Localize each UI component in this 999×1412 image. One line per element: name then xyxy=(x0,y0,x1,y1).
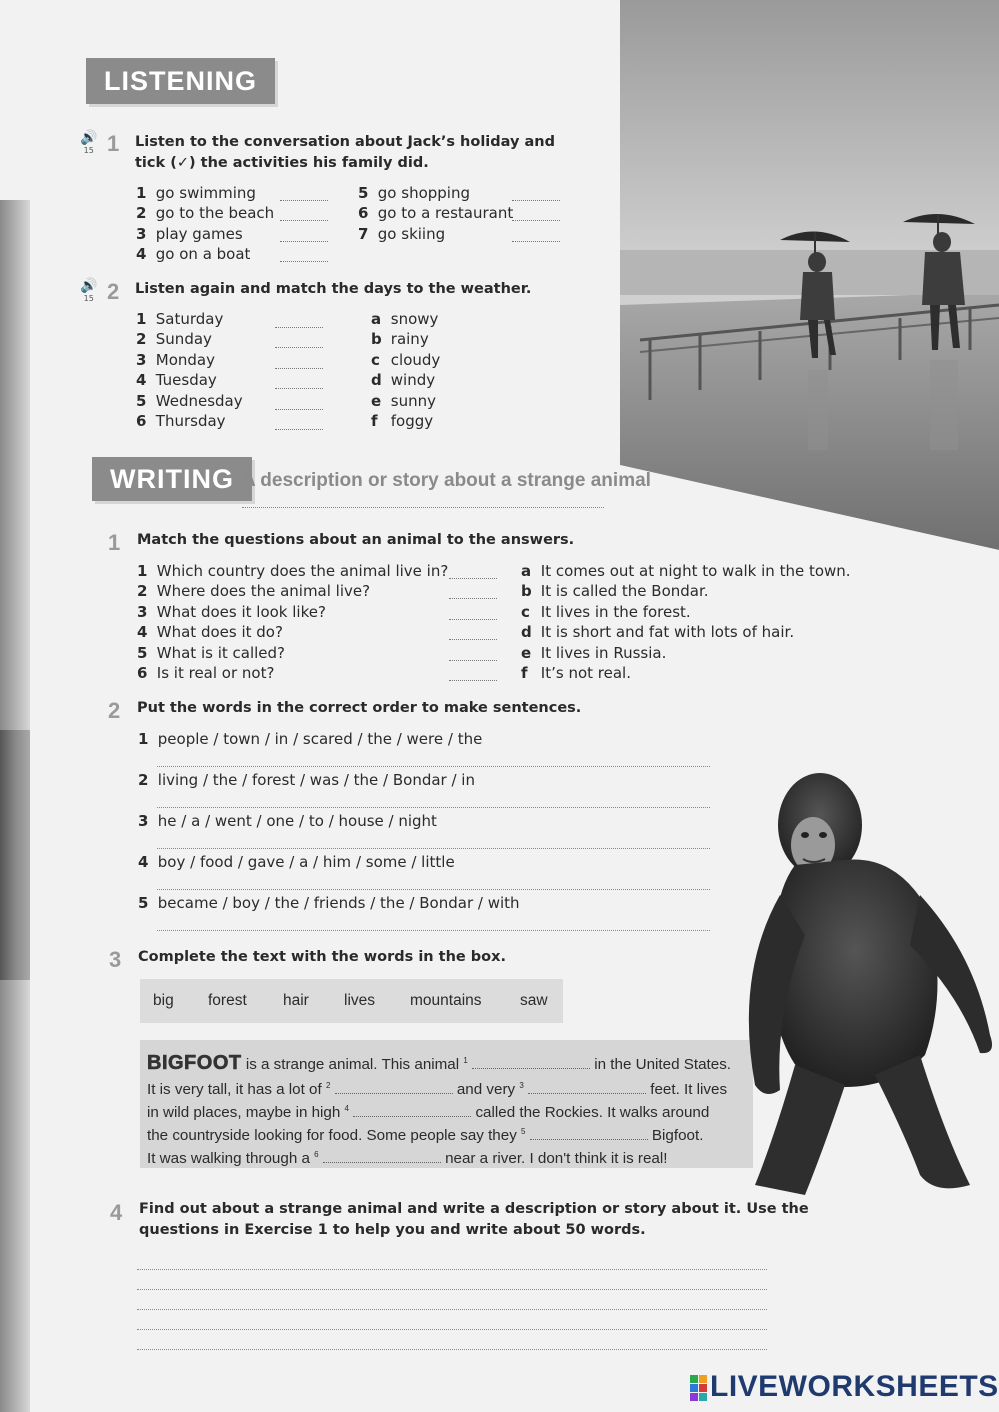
item-number: 1 xyxy=(138,730,149,748)
list-item xyxy=(358,224,513,244)
word-box-word: mountains xyxy=(410,992,482,1009)
item-text: windy xyxy=(390,371,436,390)
word-box-word: saw xyxy=(520,992,548,1009)
list-item xyxy=(371,350,440,370)
item-letter: c xyxy=(521,602,530,621)
item-number: 4 xyxy=(136,371,147,390)
exercise-number: 1 xyxy=(108,530,121,555)
audio-icon[interactable]: 🔊 15 xyxy=(80,278,98,303)
item-text: go to a restaurant xyxy=(377,204,514,223)
question-list xyxy=(137,561,448,683)
writing-banner: WRITING xyxy=(92,457,252,501)
text-line xyxy=(147,1049,731,1076)
list-item xyxy=(136,309,243,329)
item-letter: e xyxy=(521,643,532,662)
item-number: 7 xyxy=(358,224,369,243)
list-item xyxy=(521,622,851,642)
item-text: go skiing xyxy=(377,224,446,243)
list-item xyxy=(371,329,440,349)
item-number: 2 xyxy=(137,582,148,601)
exercise-number: 4 xyxy=(110,1200,123,1225)
answer-blank[interactable] xyxy=(449,659,497,661)
text-fragment: called the Rockies. It walks around xyxy=(471,1104,710,1122)
exercise-number: 2 xyxy=(107,279,120,304)
list-item xyxy=(358,203,513,223)
text-fragment: Bigfoot. xyxy=(647,1127,704,1145)
list-item xyxy=(137,581,448,601)
item-text: Tuesday xyxy=(155,371,217,390)
text-fragment: near a river. I don't think it is real! xyxy=(440,1150,668,1168)
word-box-word: hair xyxy=(283,992,309,1009)
item-number: 2 xyxy=(138,771,149,789)
answer-blank[interactable] xyxy=(280,260,328,262)
list-item xyxy=(136,391,243,411)
list-item xyxy=(137,643,448,663)
answer-blank[interactable] xyxy=(512,219,560,221)
answer-list xyxy=(521,561,851,683)
answer-blank[interactable] xyxy=(275,387,323,389)
sentence-item xyxy=(138,893,520,913)
list-item xyxy=(371,309,440,329)
item-number: 3 xyxy=(137,602,148,621)
item-number: 6 xyxy=(358,204,369,223)
answer-blank[interactable] xyxy=(275,367,323,369)
text-fragment: is a strange animal. This animal xyxy=(241,1056,464,1074)
list-item xyxy=(137,561,448,581)
item-number: 5 xyxy=(137,643,148,662)
item-text: go on a boat xyxy=(155,245,251,264)
item-number: 1 xyxy=(137,562,148,580)
instruction-line: questions in Exercise 1 to help you and write about 50 words. xyxy=(139,1222,646,1238)
item-letter: d xyxy=(521,623,532,642)
list-item xyxy=(371,411,440,431)
list-item xyxy=(137,602,448,622)
item-text: sunny xyxy=(390,391,436,410)
item-text: people / town / in / scared / the / were / the xyxy=(157,730,483,748)
list-item xyxy=(137,663,448,683)
gap-number: 4 xyxy=(344,1104,349,1113)
liveworksheets-icon xyxy=(690,1375,708,1401)
list-item xyxy=(371,391,440,411)
answer-blank[interactable] xyxy=(275,408,323,410)
audio-icon[interactable]: 🔊 15 xyxy=(80,130,98,155)
list-item xyxy=(136,224,274,244)
list-item xyxy=(521,561,851,581)
item-text: Which country does the animal live in? xyxy=(156,562,449,580)
item-letter: a xyxy=(371,310,382,328)
item-number: 4 xyxy=(137,623,148,642)
item-text: cloudy xyxy=(390,350,441,369)
item-text: Thursday xyxy=(155,412,226,431)
list-item xyxy=(136,411,243,431)
list-item xyxy=(136,329,243,349)
gap-number: 5 xyxy=(521,1127,526,1136)
answer-line[interactable] xyxy=(157,847,710,849)
writing-line[interactable] xyxy=(137,1348,767,1350)
answer-blank[interactable] xyxy=(275,428,323,430)
item-text: snowy xyxy=(390,310,439,328)
answer-blank[interactable] xyxy=(275,346,323,348)
text-fragment: feet. It lives xyxy=(646,1081,728,1099)
sentence-item xyxy=(138,852,455,872)
page-edge-strip-dark xyxy=(0,730,30,980)
list-item xyxy=(136,350,243,370)
liveworksheets-logo[interactable] xyxy=(690,1370,999,1404)
item-text: What does it do? xyxy=(156,623,283,642)
item-text: play games xyxy=(155,224,243,243)
text-fragment: and very xyxy=(452,1081,520,1099)
item-text: foggy xyxy=(390,412,434,431)
text-fragment: the countryside looking for food. Some people say they xyxy=(147,1127,522,1145)
gap-blank[interactable] xyxy=(528,1079,646,1094)
answer-line[interactable] xyxy=(157,888,710,890)
sentence-item xyxy=(138,811,437,831)
list-item xyxy=(521,602,851,622)
list-item xyxy=(136,203,274,223)
text-line xyxy=(147,1143,667,1170)
answer-blank[interactable] xyxy=(280,199,328,201)
item-text: What does it look like? xyxy=(156,602,326,621)
writing-subtitle: A description or story about a strange animal xyxy=(242,470,651,491)
answer-blank[interactable] xyxy=(512,199,560,201)
sentence-item xyxy=(138,729,482,749)
item-number: 1 xyxy=(136,184,147,202)
exercise-instruction: Put the words in the correct order to make sentences. xyxy=(137,700,582,716)
instruction-line: Listen to the conversation about Jack’s holiday and xyxy=(135,134,555,150)
word-box-word: lives xyxy=(344,992,376,1009)
answer-blank[interactable] xyxy=(512,240,560,242)
exercise-instruction: Match the questions about an animal to the answers. xyxy=(137,532,575,548)
item-text: became / boy / the / friends / the / Bondar / with xyxy=(157,894,520,912)
weather-list xyxy=(371,309,440,431)
activity-list-right xyxy=(358,183,513,244)
list-item xyxy=(136,370,243,390)
item-number: 4 xyxy=(136,245,147,264)
item-letter: c xyxy=(371,350,380,369)
gap-blank[interactable] xyxy=(323,1148,441,1163)
answer-blank[interactable] xyxy=(280,219,328,221)
days-list xyxy=(136,309,243,431)
sentence-item xyxy=(138,770,475,790)
list-item xyxy=(136,183,274,203)
list-item xyxy=(137,622,448,642)
item-letter: b xyxy=(521,582,532,601)
subtitle-rule xyxy=(242,506,604,508)
gap-blank[interactable] xyxy=(530,1125,648,1140)
item-number: 5 xyxy=(138,894,149,912)
listening-banner: LISTENING xyxy=(86,58,275,104)
audio-track-number: 15 xyxy=(83,146,94,155)
item-text: It is short and fat with lots of hair. xyxy=(540,623,795,642)
answer-blank[interactable] xyxy=(449,597,497,599)
answer-line[interactable] xyxy=(157,806,710,808)
item-text: It is called the Bondar. xyxy=(540,582,709,601)
item-number: 2 xyxy=(136,204,147,223)
item-text: It lives in Russia. xyxy=(540,643,667,662)
gap-number: 3 xyxy=(519,1081,524,1090)
instruction-line: tick (✓) the activities his family did. xyxy=(135,155,429,171)
gap-blank[interactable] xyxy=(353,1102,471,1117)
item-number: 4 xyxy=(138,853,149,871)
text-fragment: It was walking through a xyxy=(147,1150,315,1168)
item-letter: d xyxy=(371,371,382,390)
exercise-instruction xyxy=(135,132,555,174)
item-letter: f xyxy=(371,412,378,431)
list-item xyxy=(521,663,851,683)
activity-list-left xyxy=(136,183,274,265)
item-text: It lives in the forest. xyxy=(540,602,691,621)
list-item xyxy=(521,581,851,601)
answer-line[interactable] xyxy=(157,765,710,767)
item-number: 3 xyxy=(136,350,147,369)
item-letter: f xyxy=(521,664,528,683)
text-fragment: in the United States. xyxy=(590,1056,732,1074)
item-number: 1 xyxy=(136,310,147,328)
item-letter: b xyxy=(371,330,382,349)
item-text: Sunday xyxy=(155,330,212,349)
answer-blank[interactable] xyxy=(280,240,328,242)
item-text: boy / food / gave / a / him / some / little xyxy=(157,853,455,871)
item-text: living / the / forest / was / the / Bondar / in xyxy=(157,771,475,789)
exercise-number: 3 xyxy=(109,947,122,972)
writing-line[interactable] xyxy=(137,1268,767,1270)
list-item xyxy=(136,244,274,264)
writing-line[interactable] xyxy=(137,1288,767,1290)
item-text: go shopping xyxy=(377,184,470,202)
item-text: What is it called? xyxy=(156,643,286,662)
item-number: 5 xyxy=(358,184,369,202)
gap-number: 2 xyxy=(325,1081,331,1090)
item-text: go to the beach xyxy=(155,204,275,223)
word-box-word: forest xyxy=(208,992,247,1009)
bigfoot-title: BIGFOOT xyxy=(147,1052,242,1075)
answer-blank[interactable] xyxy=(449,679,497,681)
item-number: 3 xyxy=(138,812,149,830)
item-number: 3 xyxy=(136,224,147,243)
item-text: Where does the animal live? xyxy=(156,582,371,601)
instruction-line: Find out about a strange animal and write a description or story about it. Use the xyxy=(139,1201,809,1217)
item-letter: e xyxy=(371,391,382,410)
writing-line[interactable] xyxy=(137,1308,767,1310)
item-text: Wednesday xyxy=(155,391,243,410)
answer-blank[interactable] xyxy=(275,326,323,328)
answer-blank[interactable] xyxy=(449,618,497,620)
answer-blank[interactable] xyxy=(449,577,497,579)
exercise-instruction: Listen again and match the days to the weather. xyxy=(135,281,532,297)
gap-number: 6 xyxy=(314,1150,319,1159)
text-fragment: in wild places, maybe in high xyxy=(147,1104,345,1122)
list-item xyxy=(358,183,513,203)
gap-blank[interactable] xyxy=(335,1079,453,1094)
item-number: 6 xyxy=(137,664,148,683)
logo-text: LIVEWORKSHEETS xyxy=(710,1370,999,1403)
gap-blank[interactable] xyxy=(472,1054,590,1069)
bigfoot-image xyxy=(735,755,999,1215)
exercise-instruction: Complete the text with the words in the box. xyxy=(138,949,506,965)
list-item xyxy=(521,643,851,663)
list-item xyxy=(371,370,440,390)
item-number: 6 xyxy=(136,412,147,431)
exercise-number: 2 xyxy=(108,698,121,723)
answer-blank[interactable] xyxy=(449,638,497,640)
item-number: 2 xyxy=(136,330,147,349)
exercise-number: 1 xyxy=(107,131,120,156)
item-text: rainy xyxy=(390,330,429,349)
item-text: It comes out at night to walk in the town. xyxy=(540,562,851,580)
gap-number: 1 xyxy=(463,1056,468,1065)
rain-photo xyxy=(620,0,999,550)
text-fragment: It is very tall, it has a lot of xyxy=(147,1081,326,1099)
word-box-word: big xyxy=(153,992,174,1009)
writing-line[interactable] xyxy=(137,1328,767,1330)
answer-line[interactable] xyxy=(157,929,710,931)
item-text: Saturday xyxy=(155,310,224,328)
item-letter: a xyxy=(521,562,532,580)
audio-track-number: 15 xyxy=(83,294,94,303)
exercise-instruction xyxy=(139,1199,809,1241)
item-text: go swimming xyxy=(155,184,256,202)
item-text: Is it real or not? xyxy=(156,664,275,683)
item-text: he / a / went / one / to / house / night xyxy=(157,812,437,830)
item-text: It’s not real. xyxy=(540,664,631,683)
item-text: Monday xyxy=(155,350,215,369)
item-number: 5 xyxy=(136,391,147,410)
